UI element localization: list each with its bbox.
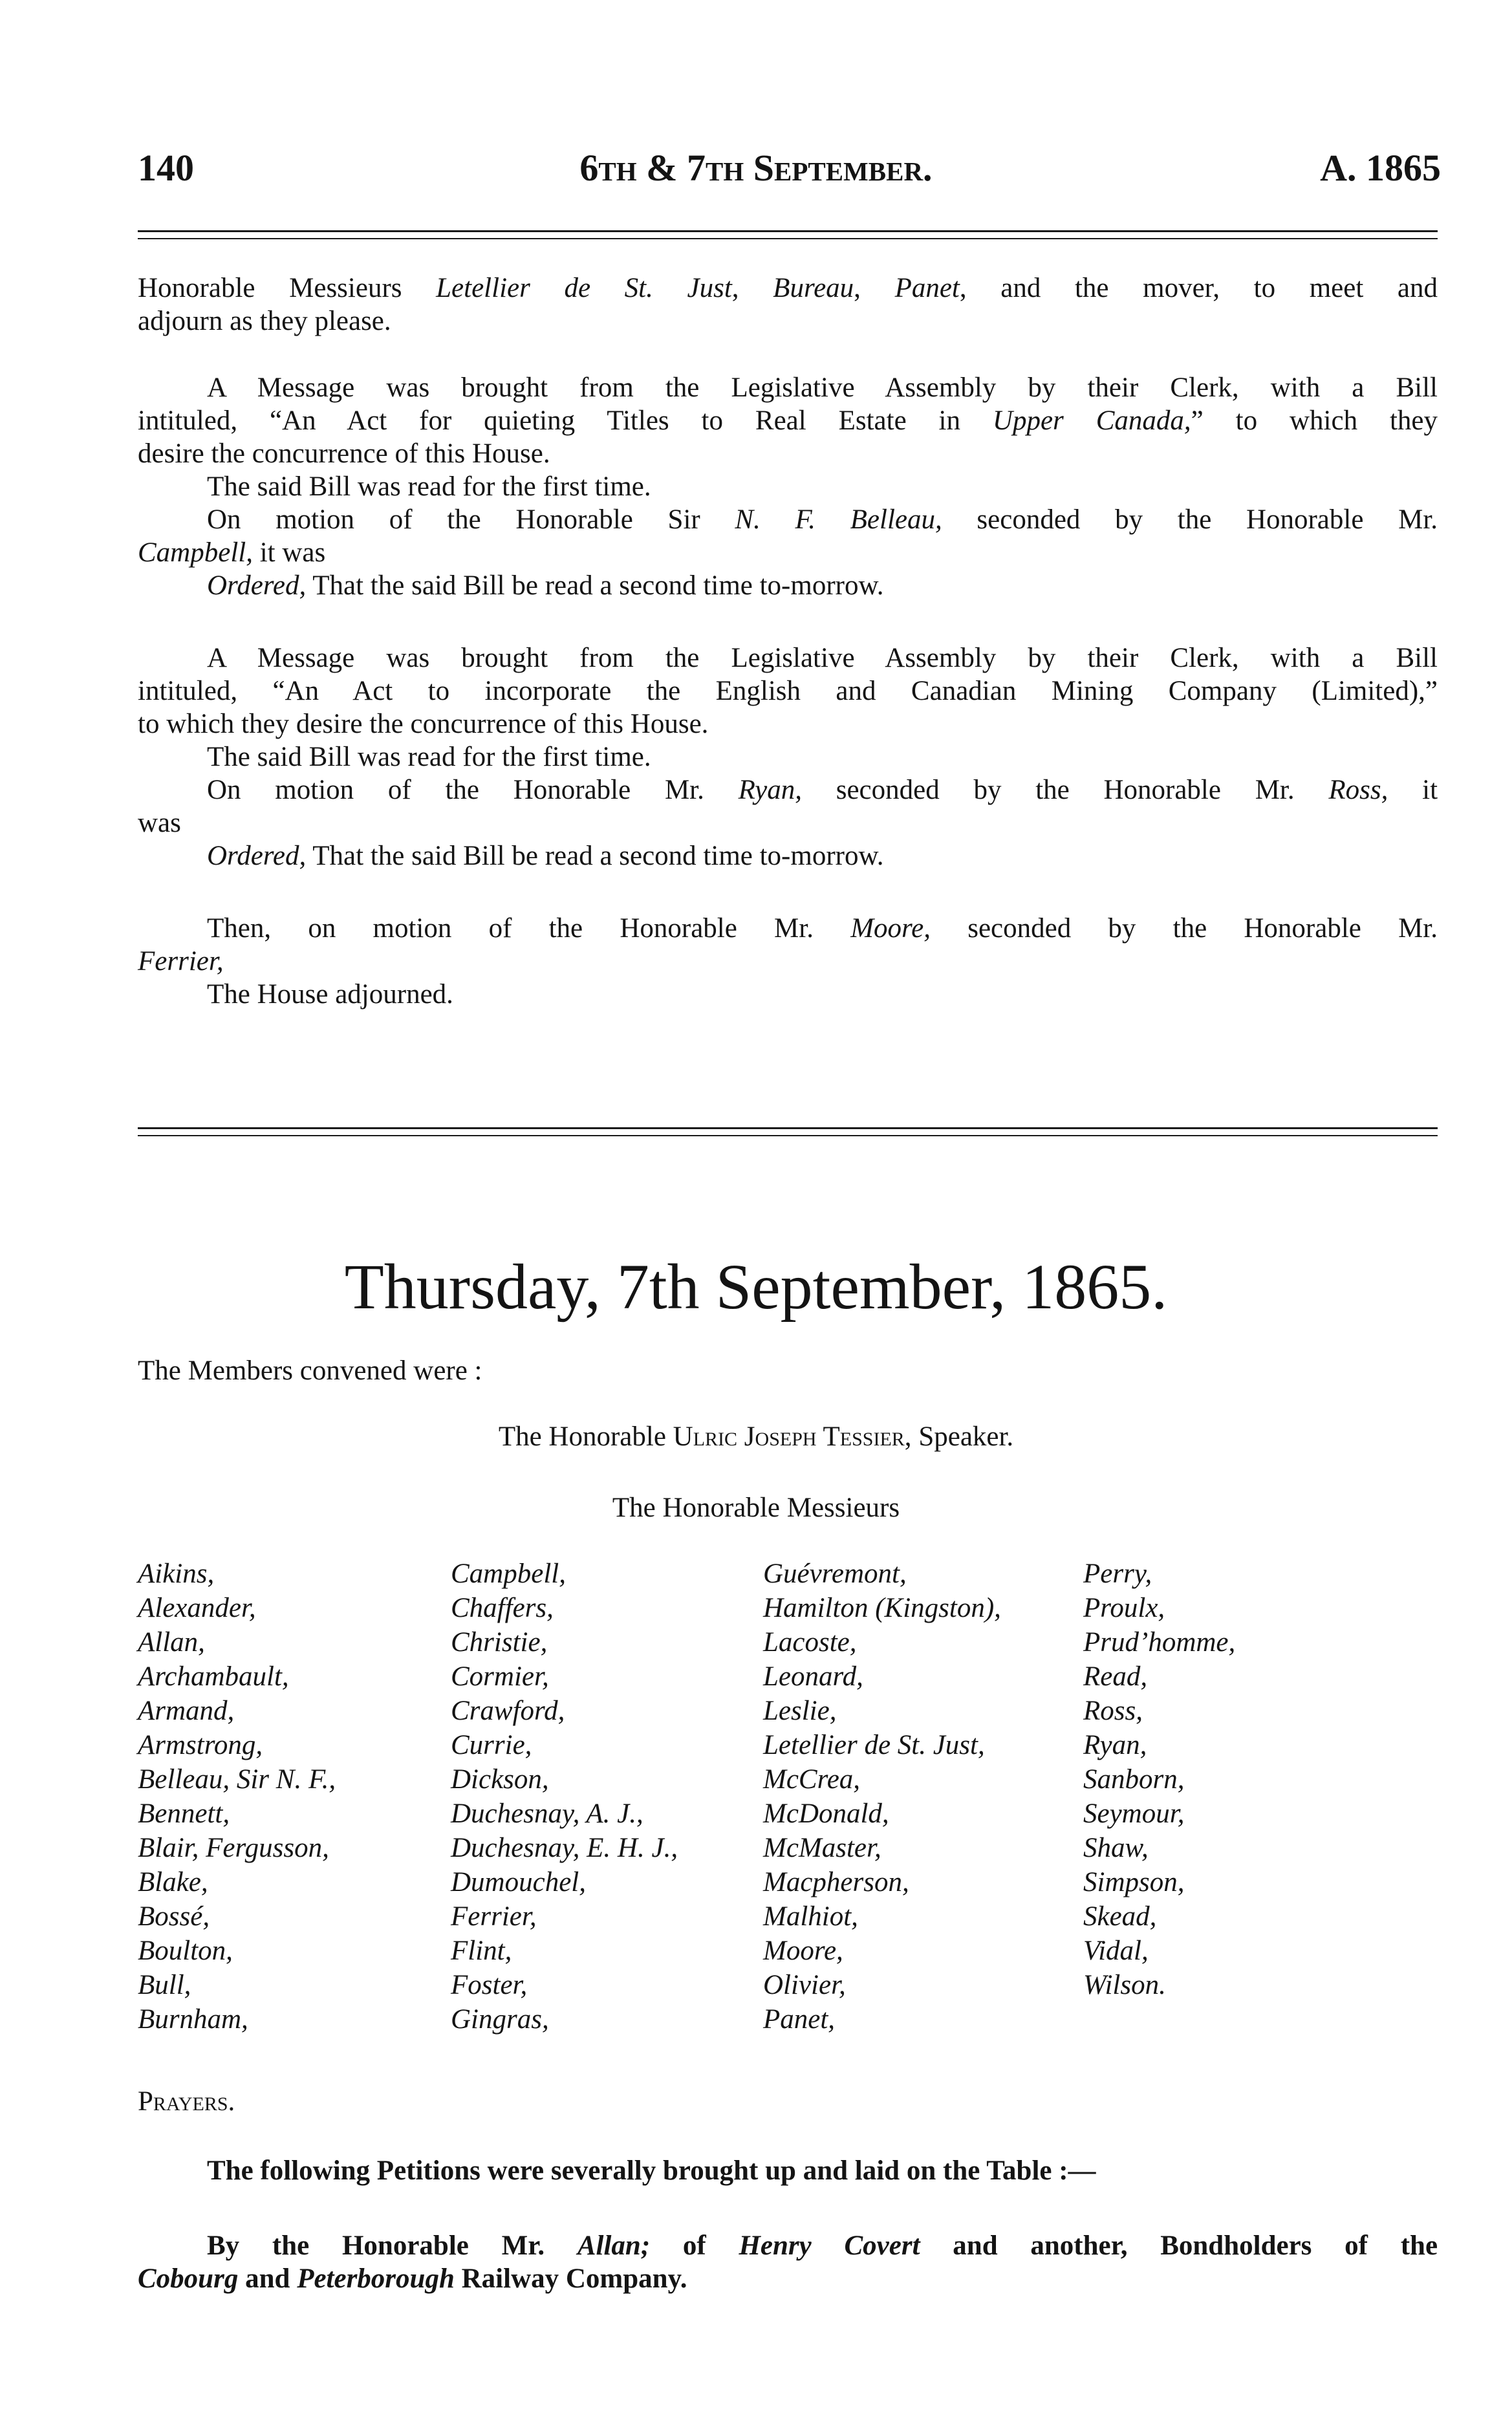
text: of: [682, 2231, 706, 2261]
member-name: Bennett,: [138, 1799, 230, 1829]
running-title: [0, 146, 1512, 189]
member-name: Olivier,: [763, 1970, 846, 2000]
place-name: Peterborough: [297, 2264, 455, 2294]
member-name: Seymour,: [1083, 1799, 1185, 1829]
members-column-4: [1083, 1557, 1235, 2002]
text: and another, Bondholders of the: [953, 2231, 1438, 2261]
member-name: Alexander,: [138, 1593, 256, 1623]
text: it: [1422, 775, 1438, 805]
page-year: A. 1865: [1320, 147, 1441, 189]
ordered-label: Ordered,: [207, 570, 307, 601]
member-name: Allan;: [577, 2231, 651, 2261]
member-name: Ferrier,: [138, 946, 224, 977]
text: A Message was brought from the Legislative Assembly by their Clerk, with a Bill: [207, 643, 1438, 673]
text: On motion of the Honorable Sir: [207, 504, 700, 535]
header-rule-bottom: [138, 238, 1438, 239]
member-name: Hamilton (Kingston),: [763, 1593, 1001, 1623]
member-name: Foster,: [451, 1970, 528, 2000]
message-paragraph-1: [138, 371, 1438, 602]
member-name: Letellier de St. Just,: [763, 1730, 985, 1760]
member-name: McDonald,: [763, 1799, 889, 1829]
member-name: Panet: [894, 273, 960, 303]
member-name: Ryan,: [1083, 1730, 1147, 1760]
member-name: Duchesnay, E. H. J.,: [451, 1833, 678, 1863]
member-name: Simpson,: [1083, 1867, 1185, 1897]
member-name: Moore,: [763, 1936, 843, 1966]
text: to which they desire the concurrence of this House.: [138, 709, 709, 739]
text: On motion of the Honorable Mr.: [207, 775, 704, 805]
text: Honorable Messieurs: [138, 273, 402, 303]
member-name: Shaw,: [1083, 1833, 1149, 1863]
members-column-3: [763, 1557, 1001, 2037]
member-name: Armstrong,: [138, 1730, 263, 1760]
member-name: Prud’homme,: [1083, 1627, 1236, 1658]
text: was: [138, 808, 181, 838]
member-name: Gingras,: [451, 2004, 549, 2035]
text: The House adjourned.: [207, 979, 453, 1010]
member-name: Bull,: [138, 1970, 191, 2000]
member-name: Christie,: [451, 1627, 548, 1658]
member-name: Cormier,: [451, 1661, 549, 1692]
member-name: Guévremont,: [763, 1559, 907, 1589]
text: The Honorable: [498, 1421, 666, 1452]
member-name: Blake,: [138, 1867, 208, 1897]
member-name: Proulx,: [1083, 1593, 1165, 1623]
member-name: Allan,: [138, 1627, 205, 1658]
text: intituled, “An Act for quieting Titles to Real Estate in: [138, 405, 961, 436]
member-name: Panet,: [763, 2004, 836, 2035]
section-rule-top: [138, 1127, 1438, 1129]
speaker-line: [0, 1421, 1512, 1453]
header-rule-top: [138, 230, 1438, 232]
adjournment-paragraph: [138, 912, 1438, 1011]
member-name: Bossé,: [138, 1901, 210, 1932]
running-title-text: 6th & 7th September.: [579, 147, 933, 189]
text: By the Honorable Mr.: [207, 2231, 545, 2261]
text: Railway Company.: [461, 2264, 687, 2294]
member-name: McCrea,: [763, 1764, 861, 1795]
member-name: Ross,: [1083, 1696, 1143, 1726]
member-name: Sanborn,: [1083, 1764, 1185, 1795]
member-name: Macpherson,: [763, 1867, 909, 1897]
member-name: Ross,: [1328, 775, 1388, 805]
member-name: Letellier de St. Just: [436, 273, 732, 303]
member-name: Perry,: [1083, 1559, 1152, 1589]
text: seconded by the Honorable Mr.: [977, 504, 1438, 535]
member-name: Duchesnay, A. J.,: [451, 1799, 643, 1829]
member-name: Dumouchel,: [451, 1867, 586, 1897]
member-name: Leslie,: [763, 1696, 837, 1726]
messieurs-heading: The Honorable Messieurs: [612, 1493, 900, 1523]
text: The said Bill was read for the first time.: [207, 471, 651, 502]
petitioner-name: Henry Covert: [739, 2231, 920, 2261]
text: and the mover, to meet and: [1000, 273, 1438, 303]
members-column-2: [451, 1557, 678, 2037]
member-name: Wilson.: [1083, 1970, 1166, 2000]
text: and: [245, 2264, 290, 2294]
place-name: Cobourg: [138, 2264, 239, 2294]
member-name: Blair, Fergusson,: [138, 1833, 329, 1863]
text: desire the concurrence of this House.: [138, 438, 550, 469]
petitions-intro: The following Petitions were severally brought up and laid on the Table :—: [207, 2155, 1096, 2186]
member-name: McMaster,: [763, 1833, 881, 1863]
member-name: Ryan,: [738, 775, 802, 805]
text: Speaker.: [918, 1421, 1014, 1452]
member-name: Armand,: [138, 1696, 235, 1726]
member-name: Flint,: [451, 1936, 512, 1966]
text: seconded by the Honorable Mr.: [967, 913, 1438, 944]
member-name: Currie,: [451, 1730, 532, 1760]
petition-paragraph: [138, 2229, 1438, 2295]
member-name: Lacoste,: [763, 1627, 857, 1658]
text: ” to which they: [1191, 405, 1438, 436]
member-name: Leonard,: [763, 1661, 863, 1692]
message-paragraph-2: [138, 642, 1438, 872]
day-heading: Thursday, 7th September, 1865.: [344, 1251, 1168, 1323]
text: intituled, “An Act to incorporate the English and Canadian Mining Company (Limited),”: [138, 676, 1438, 706]
text: it was: [259, 537, 326, 568]
member-name: Dickson,: [451, 1764, 549, 1795]
text: adjourn as they please.: [138, 306, 391, 336]
speaker-name: Ulric Joseph Tessier,: [673, 1421, 912, 1452]
text: A Message was brought from the Legislative Assembly by their Clerk, with a Bill: [207, 373, 1438, 403]
member-name: Chaffers,: [451, 1593, 554, 1623]
member-name: Belleau, Sir N. F.,: [138, 1764, 336, 1795]
member-name: Crawford,: [451, 1696, 565, 1726]
members-convened: The Members convened were :: [138, 1356, 482, 1386]
page-number: 140: [138, 147, 194, 189]
member-name: Ferrier,: [451, 1901, 537, 1932]
text: The said Bill was read for the first time.: [207, 742, 651, 772]
text: That the said Bill be read a second time to-morrow.: [312, 570, 884, 601]
member-name: Campbell,: [138, 537, 253, 568]
member-name: Malhiot,: [763, 1901, 858, 1932]
ordered-label: Ordered,: [207, 841, 307, 871]
member-name: Aikins,: [138, 1559, 215, 1589]
continuation-paragraph: Honorable Messieurs Letellier de St. Just, Bureau, Panet, and the mover, to meet and adjourn as they please.: [138, 273, 1438, 336]
member-name: Burnham,: [138, 2004, 248, 2035]
member-name: Skead,: [1083, 1901, 1157, 1932]
section-rule-bottom: [138, 1135, 1438, 1136]
member-name: Moore,: [850, 913, 931, 944]
prayers-heading: Prayers.: [138, 2086, 235, 2117]
member-name: N. F. Belleau,: [735, 504, 942, 535]
member-name: Archambault,: [138, 1661, 289, 1692]
member-name: Read,: [1083, 1661, 1148, 1692]
text: That the said Bill be read a second time to-morrow.: [312, 841, 884, 871]
member-name: Campbell,: [451, 1559, 566, 1589]
text: Then, on motion of the Honorable Mr.: [207, 913, 814, 944]
members-column-1: [138, 1557, 336, 2037]
member-name: Vidal,: [1083, 1936, 1149, 1966]
member-name: Boulton,: [138, 1936, 233, 1966]
member-name: Bureau: [773, 273, 854, 303]
place-name: Upper Canada,: [992, 405, 1191, 436]
text: seconded by the Honorable Mr.: [836, 775, 1295, 805]
